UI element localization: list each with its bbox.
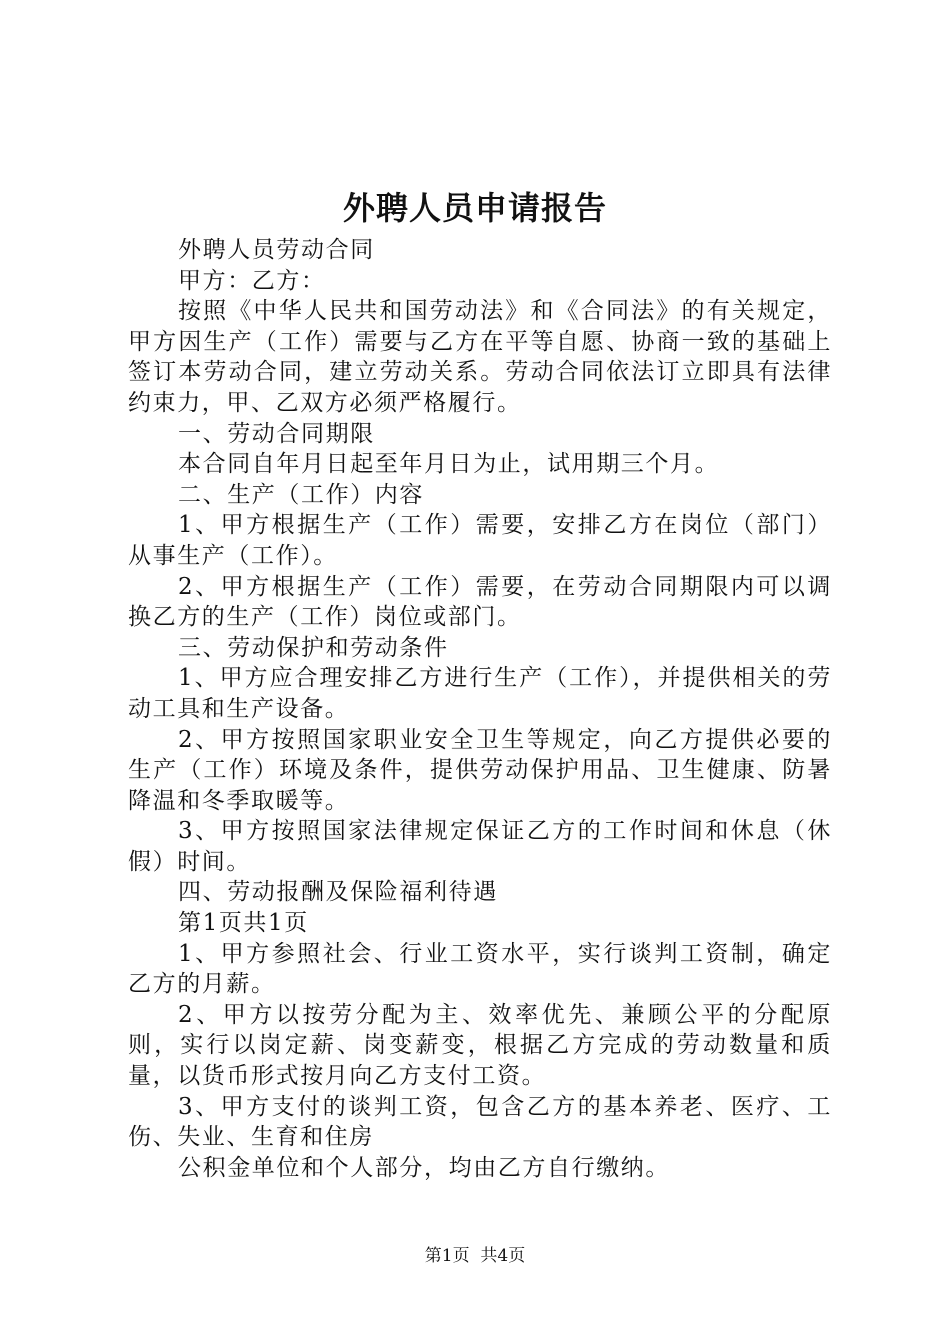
- section-heading-remuneration: 四、劳动报酬及保险福利待遇: [178, 879, 498, 906]
- paragraph-term: 本合同自年月日起至年月日为止，试用期三个月。: [178, 451, 720, 478]
- paragraph-protection-2: 2、甲方按照国家职业安全卫生等规定，向乙方提供必要的生产（工作）环境及条件，提供劳动保护用品、卫生健康、防暑降温和冬季取暖等。: [128, 726, 832, 814]
- paragraph-contract-title: 外聘人员劳动合同: [178, 237, 375, 263]
- section-heading-work-content: 二、生产（工作）内容: [178, 481, 424, 508]
- paragraph-work-content-1: 1、甲方根据生产（工作）需要，安排乙方在岗位（部门）从事生产（工作）。: [128, 512, 832, 569]
- paragraph-remuneration-3: 3、甲方支付的谈判工资，包含乙方的基本养老、医疗、工伤、失业、生育和住房: [128, 1093, 832, 1151]
- paragraph-work-content-2: 2、甲方根据生产（工作）需要，在劳动合同期限内可以调换乙方的生产（工作）岗位或部门。: [128, 573, 832, 631]
- section-heading-protection: 三、劳动保护和劳动条件: [178, 634, 449, 661]
- section-heading-term: 一、劳动合同期限: [178, 420, 375, 447]
- paragraph-protection-3: 3、甲方按照国家法律规定保证乙方的工作时间和休息（休假）时间。: [128, 818, 832, 875]
- paragraph-remuneration-1: 1、甲方参照社会、行业工资水平，实行谈判工资制，确定乙方的月薪。: [128, 940, 832, 998]
- paragraph-parties: 甲方：乙方：: [178, 267, 326, 294]
- paragraph-remuneration-2: 2、甲方以按劳分配为主、效率优先、兼顾公平的分配原则，实行以岗定薪、岗变薪变，根据乙方完成的劳动数量和质量，以货币形式按月向乙方支付工资。: [128, 1001, 832, 1090]
- document-body: [128, 235, 832, 1183]
- paragraph-protection-1: 1、甲方应合理安排乙方进行生产（工作），并提供相关的劳动工具和生产设备。: [128, 665, 832, 722]
- paragraph-preamble: 按照《中华人民共和国劳动法》和《合同法》的有关规定，甲方因生产（工作）需要与乙方在平等自愿、协商一致的基础上签订本劳动合同，建立劳动关系。劳动合同依法订立即具有法律约束力，甲、乙双方必须严格履行。: [128, 298, 832, 416]
- paragraph-remuneration-3-cont: 公积金单位和个人部分，均由乙方自行缴纳。: [178, 1154, 670, 1181]
- page-footer: [0, 1243, 950, 1269]
- document-title: 外聘人员申请报告: [342, 189, 607, 227]
- inline-page-marker: 第1页共1页: [178, 910, 309, 937]
- page-number: 第1页 共4页: [424, 1246, 526, 1266]
